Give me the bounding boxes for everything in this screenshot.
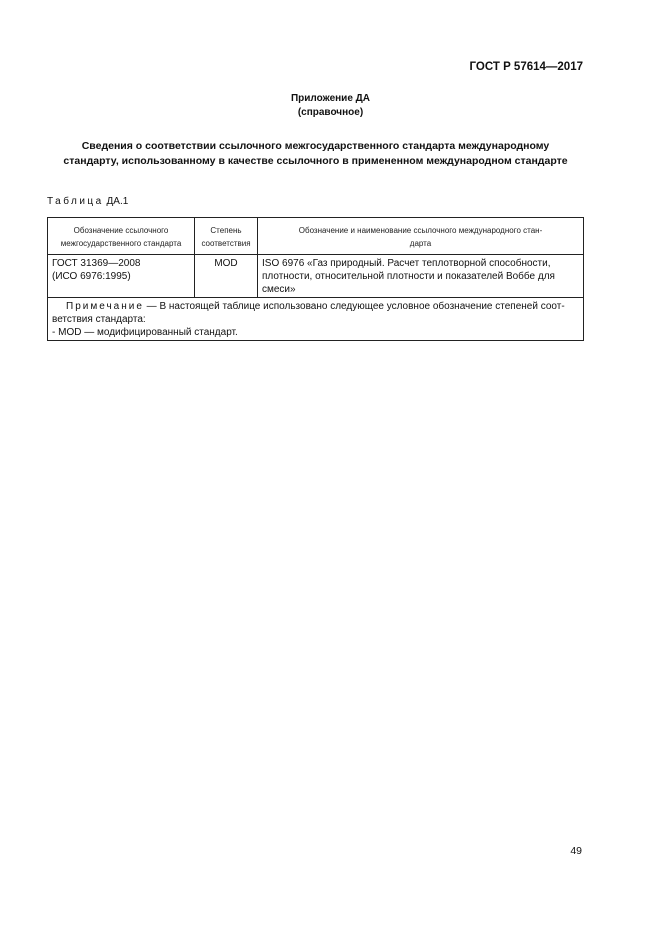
table-note-row <box>48 298 584 341</box>
column-header-line: Степень <box>210 225 242 235</box>
cell-line: ISO 6976 «Газ природный. Расчет теплотворной способности, <box>262 258 551 269</box>
column-header <box>195 218 258 255</box>
note-line <box>52 300 579 313</box>
cell-line: ГОСТ 31369—2008 <box>52 258 141 269</box>
column-header-line: межгосударственного стандарта <box>60 238 182 248</box>
section-heading-line: Сведения о соответствии ссылочного межгосударственного стандарта международному <box>81 140 550 152</box>
page-number: 49 <box>570 845 582 857</box>
table-header-row <box>48 218 584 255</box>
appendix-heading <box>0 92 661 120</box>
column-header-line: дарта <box>409 238 432 248</box>
degree-cell: MOD <box>195 255 258 298</box>
table-caption-number: ДА.1 <box>106 196 129 207</box>
appendix-title: Приложение ДА <box>290 93 371 104</box>
column-header-line: Обозначение ссылочного <box>73 225 169 235</box>
note-text: — В настоящей таблице использовано следующее условное обозначение степеней соот- <box>143 301 565 312</box>
document-code: ГОСТ Р 57614—2017 <box>469 61 583 73</box>
column-header <box>258 218 584 255</box>
cell-line: (ИСО 6976:1995) <box>52 271 131 282</box>
table-row <box>48 255 584 298</box>
cell-line: плотности, относительной плотности и показателей Воббе для <box>262 271 555 282</box>
section-heading <box>40 139 591 169</box>
section-heading-line: стандарту, использованному в качестве ссылочного в примененном международном стандарте <box>63 155 568 167</box>
column-header-line: Обозначение и наименование ссылочного международного стан- <box>298 225 543 235</box>
table-caption <box>47 196 128 207</box>
correspondence-table <box>47 217 584 341</box>
column-header <box>48 218 195 255</box>
cell-line: смеси» <box>262 284 296 295</box>
designation-cell <box>48 255 195 298</box>
note-line: - MOD — модифицированный стандарт. <box>52 327 238 338</box>
column-header-line: соответствия <box>201 238 251 248</box>
appendix-subtitle: (справочное) <box>297 107 364 118</box>
note-label: Примечание <box>66 301 144 312</box>
note-line: ветствия стандарта: <box>52 314 146 325</box>
table-caption-word: Таблица <box>47 196 104 207</box>
table-note <box>48 298 584 341</box>
international-standard-cell <box>258 255 584 298</box>
